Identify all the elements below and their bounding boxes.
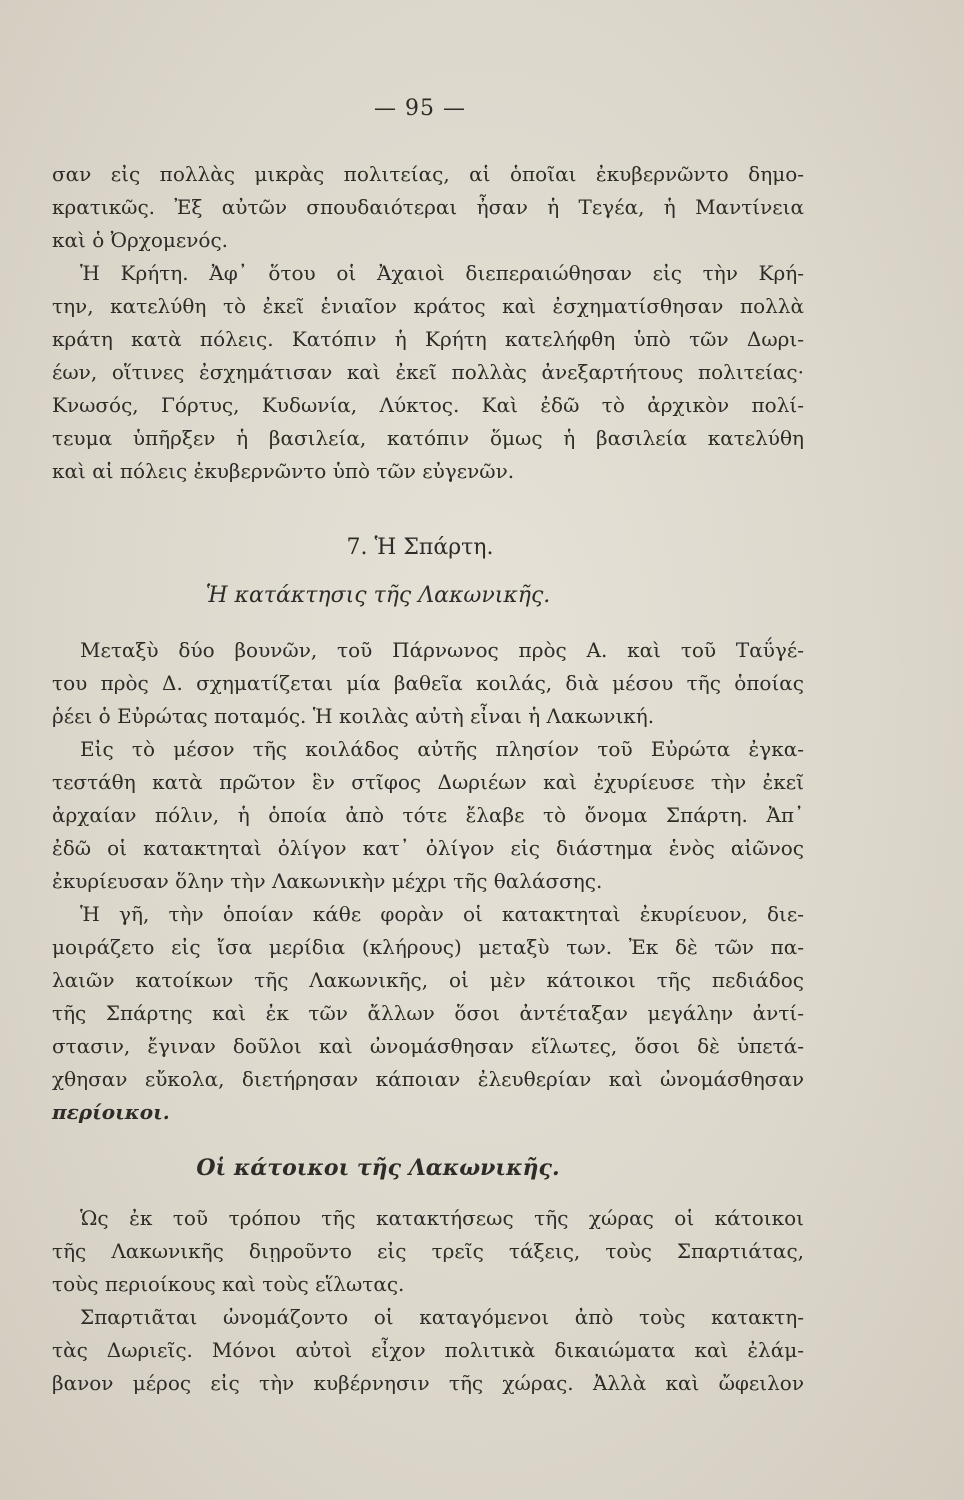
text-line: λαιῶν κατοίκων τῆς Λακωνικῆς, οἱ μὲν κάτοικοι τῆς πεδιάδος <box>52 968 804 992</box>
text-line: τῆς Σπάρτης καὶ ἐκ τῶν ἄλλων ὅσοι ἀντέταξαν μεγάλην ἀντί- <box>52 1001 804 1025</box>
text-line: ἀρχαίαν πόλιν, ἡ ὁποία ἀπὸ τότε ἔλαβε τὸ ὄνομα Σπάρτη. Ἀπ᾿ <box>52 803 804 827</box>
text-line: έων, οἵτινες ἐσχημάτισαν καὶ ἐκεῖ πολλὰς ἀνεξαρτήτους πολιτείας· <box>52 360 804 384</box>
text-line: ἐκυρίευσαν ὅλην τὴν Λακωνικὴν μέχρι τῆς θαλάσσης. <box>52 869 603 893</box>
section-1-text <box>52 158 804 488</box>
section-subheading: Ἡ κατάκτησις τῆς Λακωνικῆς. <box>205 583 551 608</box>
text-line: κράτη κατὰ πόλεις. Κατόπιν ἡ Κρήτη κατελήφθη ὑπὸ τῶν Δωρι- <box>52 327 804 351</box>
text-line: ῥέει ὁ Εὐρώτας ποταμός. Ἡ κοιλὰς αὐτὴ εἶναι ἡ Λακωνική. <box>52 704 655 728</box>
text-line: Μεταξὺ δύο βουνῶν, τοῦ Πάρνωνος πρὸς Α. καὶ τοῦ Ταΰγέ- <box>80 638 804 662</box>
text-line: ἐδῶ οἱ κατακτηταὶ ὀλίγον κατ᾿ ὀλίγον εἰς διάστημα ἑνὸς αἰῶνος <box>52 836 804 860</box>
section-subheading-inhabitants: Οἱ κάτοικοι τῆς Λακωνικῆς. <box>196 1155 560 1181</box>
text-line: τοὺς περιοίκους καὶ τοὺς εἵλωτας. <box>52 1272 405 1296</box>
text-line: περίοικοι. <box>52 1100 170 1124</box>
text-line: καὶ ὁ Ὀρχομενός. <box>52 228 229 252</box>
text-line: σαν εἰς πολλὰς μικρὰς πολιτείας, αἱ ὁποῖαι ἐκυβερνῶντο δημο- <box>52 162 804 186</box>
text-line: τευμα ὑπῆρξεν ἡ βασιλεία, κατόπιν ὅμως ἡ βασιλεία κατελύθη <box>52 426 804 450</box>
text-line: κρατικῶς. Ἐξ αὐτῶν σπουδαιότεραι ἦσαν ἡ Τεγέα, ἡ Μαντίνεια <box>52 195 804 219</box>
text-line: Σπαρτιᾶται ὠνομάζοντο οἱ καταγόμενοι ἀπὸ τοὺς κατακτη- <box>80 1305 804 1329</box>
text-line: Κνωσός, Γόρτυς, Κυδωνία, Λύκτος. Καὶ ἐδῶ τὸ ἀρχικὸν πολί- <box>52 393 804 417</box>
text-line: Ὡς ἐκ τοῦ τρόπου τῆς κατακτήσεως τῆς χώρας οἱ κάτοικοι <box>80 1206 804 1230</box>
section-2-text <box>52 634 804 1129</box>
text-line: Ἡ Κρήτη. Ἀφ᾿ ὅτου οἱ Ἀχαιοὶ διεπεραιώθησαν εἰς τὴν Κρή- <box>80 261 804 285</box>
text-line: τεστάθη κατὰ πρῶτον ἓν στῖφος Δωριέων καὶ ἐχυρίευσε τὴν ἐκεῖ <box>52 770 804 794</box>
text-line: του πρὸς Δ. σχηματίζεται μία βαθεῖα κοιλάς, διὰ μέσου τῆς ὁποίας <box>52 671 804 695</box>
text-line: βανον μέρος εἰς τὴν κυβέρνησιν τῆς χώρας. Ἀλλὰ καὶ ὤφειλον <box>52 1371 804 1395</box>
text-line: Εἰς τὸ μέσον τῆς κοιλάδος αὐτῆς πλησίον τοῦ Εὐρώτα ἐγκα- <box>80 737 804 761</box>
text-line: στασιν, ἔγιναν δοῦλοι καὶ ὠνομάσθησαν εἵλωτες, ὅσοι δὲ ὑπετά- <box>52 1034 804 1058</box>
text-line: καὶ αἱ πόλεις ἐκυβερνῶντο ὑπὸ τῶν εὐγενῶν. <box>52 459 515 483</box>
text-line: μοιράζετο εἰς ἴσα μερίδια (κλήρους) μεταξὺ των. Ἐκ δὲ τῶν πα- <box>52 935 804 959</box>
page-number: — 95 — <box>374 96 466 121</box>
text-line: χθησαν εὔκολα, διετήρησαν κάποιαν ἐλευθερίαν καὶ ὠνομάσθησαν <box>52 1067 804 1091</box>
text-line: τῆς Λακωνικῆς διῃροῦντο εἰς τρεῖς τάξεις, τοὺς Σπαρτιάτας, <box>52 1239 804 1263</box>
text-line: τὰς Δωριεῖς. Μόνοι αὐτοὶ εἶχον πολιτικὰ δικαιώματα καὶ ἐλάμ- <box>52 1338 804 1362</box>
section-3-text <box>52 1202 804 1400</box>
chapter-heading: 7. Ἡ Σπάρτη. <box>346 535 494 560</box>
text-line: την, κατελύθη τὸ ἐκεῖ ἑνιαῖον κράτος καὶ ἐσχηματίσθησαν πολλὰ <box>52 294 804 318</box>
text-line: Ἡ γῆ, τὴν ὁποίαν κάθε φορὰν οἱ κατακτηταὶ ἐκυρίευον, διε- <box>80 902 804 926</box>
